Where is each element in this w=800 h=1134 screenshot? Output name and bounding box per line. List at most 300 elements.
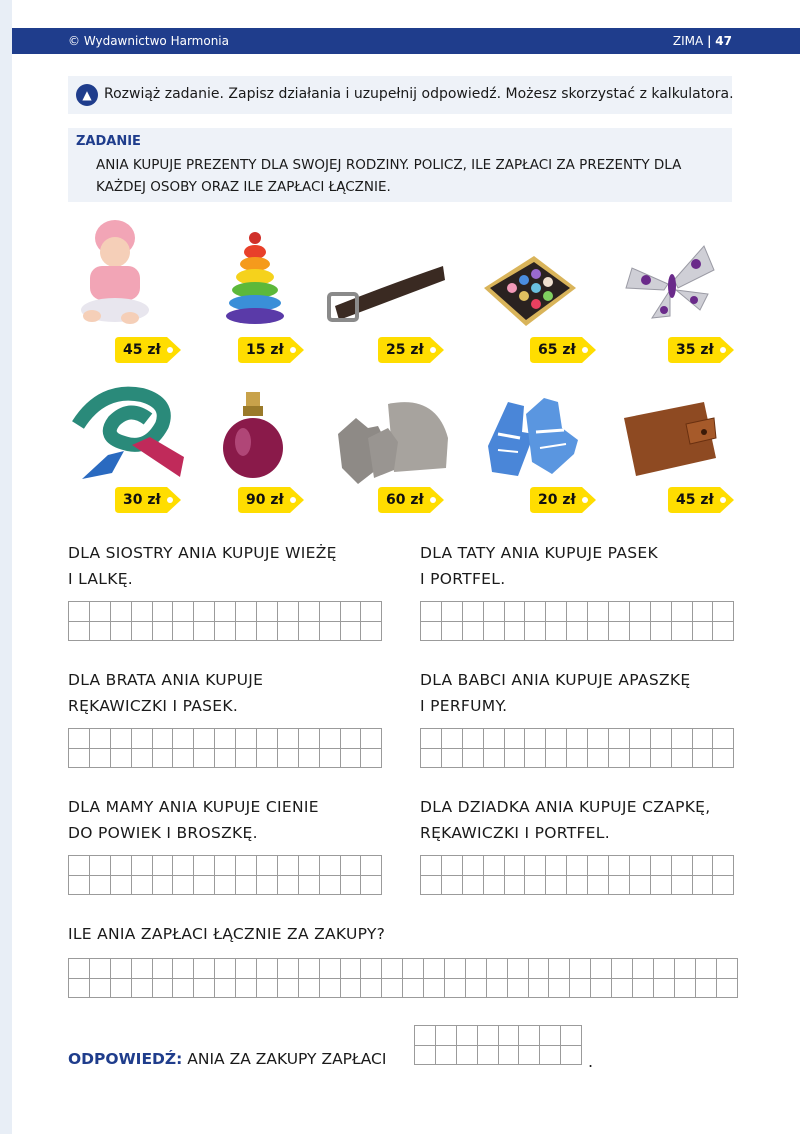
grid-cell[interactable]: [278, 959, 299, 979]
grid-cell[interactable]: [445, 959, 466, 979]
belt-icon: [325, 258, 450, 328]
grid-cell[interactable]: [415, 1046, 436, 1066]
grid-cell[interactable]: [457, 1026, 478, 1046]
calc-grid-mom[interactable]: [68, 855, 382, 895]
grid-cell[interactable]: [484, 602, 505, 622]
grid-cell[interactable]: [630, 729, 651, 749]
grid-cell[interactable]: [153, 622, 174, 642]
question-line: DLA BABCI ANIA KUPUJE APASZKĘ: [420, 671, 691, 689]
grid-cell[interactable]: [153, 749, 174, 769]
grid-cell[interactable]: [609, 602, 630, 622]
grid-cell[interactable]: [672, 856, 693, 876]
grid-cell[interactable]: [519, 1046, 540, 1066]
grid-cell[interactable]: [132, 979, 153, 999]
grid-cell[interactable]: [651, 856, 672, 876]
grid-cell[interactable]: [570, 959, 591, 979]
grid-cell[interactable]: [466, 979, 487, 999]
grid-cell[interactable]: [173, 959, 194, 979]
grid-cell[interactable]: [672, 602, 693, 622]
grid-cell[interactable]: [630, 749, 651, 769]
question-grandma: [420, 667, 690, 719]
grid-cell[interactable]: [693, 622, 714, 642]
grid-cell[interactable]: [194, 602, 215, 622]
grid-cell[interactable]: [90, 602, 111, 622]
grid-cell[interactable]: [278, 602, 299, 622]
grid-cell[interactable]: [421, 622, 442, 642]
grid-cell[interactable]: [361, 602, 382, 622]
grid-cell[interactable]: [693, 749, 714, 769]
grid-cell[interactable]: [173, 979, 194, 999]
grid-cell[interactable]: [672, 749, 693, 769]
grid-cell[interactable]: [505, 749, 526, 769]
grid-cell[interactable]: [463, 856, 484, 876]
grid-cell[interactable]: [90, 959, 111, 979]
grid-cell[interactable]: [90, 622, 111, 642]
grid-cell[interactable]: [478, 1026, 499, 1046]
grid-cell[interactable]: [484, 622, 505, 642]
grid-cell[interactable]: [341, 959, 362, 979]
grid-cell[interactable]: [299, 959, 320, 979]
grid-cell[interactable]: [463, 876, 484, 896]
grid-cell[interactable]: [424, 959, 445, 979]
grid-cell[interactable]: [215, 749, 236, 769]
grid-cell[interactable]: [299, 979, 320, 999]
grid-cell[interactable]: [382, 979, 403, 999]
grid-cell[interactable]: [442, 749, 463, 769]
grid-cell[interactable]: [320, 959, 341, 979]
grid-cell[interactable]: [588, 602, 609, 622]
grid-cell[interactable]: [696, 979, 717, 999]
grid-cell[interactable]: [69, 856, 90, 876]
grid-cell[interactable]: [546, 602, 567, 622]
grid-cell[interactable]: [278, 729, 299, 749]
grid-cell[interactable]: [478, 1046, 499, 1066]
calc-grid-grandma[interactable]: [420, 728, 734, 768]
task-label: ZADANIE: [76, 134, 141, 149]
item-wallet: [620, 398, 740, 498]
grid-cell[interactable]: [257, 959, 278, 979]
grid-cell[interactable]: [341, 876, 362, 896]
price-tag: [378, 337, 444, 363]
grid-cell[interactable]: [588, 729, 609, 749]
item-gloves: [478, 392, 598, 492]
price-label: 60 zł: [386, 492, 424, 508]
grid-cell[interactable]: [278, 979, 299, 999]
grid-cell[interactable]: [278, 749, 299, 769]
grid-cell[interactable]: [320, 729, 341, 749]
grid-cell[interactable]: [299, 622, 320, 642]
grid-cell[interactable]: [153, 979, 174, 999]
grid-cell[interactable]: [132, 876, 153, 896]
grid-cell[interactable]: [505, 602, 526, 622]
grid-cell[interactable]: [299, 856, 320, 876]
grid-cell[interactable]: [696, 959, 717, 979]
grid-cell[interactable]: [132, 856, 153, 876]
grid-cell[interactable]: [361, 749, 382, 769]
grid-cell[interactable]: [609, 749, 630, 769]
price-label: 45 zł: [123, 342, 161, 358]
grid-cell[interactable]: [257, 979, 278, 999]
grid-cell[interactable]: [236, 729, 257, 749]
grid-cell[interactable]: [132, 602, 153, 622]
grid-cell[interactable]: [194, 622, 215, 642]
grid-cell[interactable]: [132, 749, 153, 769]
grid-cell[interactable]: [457, 1046, 478, 1066]
grid-cell[interactable]: [341, 602, 362, 622]
question-grandpa: [420, 794, 711, 846]
grid-cell[interactable]: [421, 602, 442, 622]
grid-cell[interactable]: [257, 622, 278, 642]
grid-cell[interactable]: [525, 749, 546, 769]
grid-cell[interactable]: [505, 622, 526, 642]
grid-cell[interactable]: [132, 729, 153, 749]
question-brother: [68, 667, 263, 719]
grid-cell[interactable]: [561, 1026, 582, 1046]
calc-grid-total[interactable]: [68, 958, 738, 998]
grid-cell[interactable]: [693, 856, 714, 876]
grid-cell[interactable]: [561, 1046, 582, 1066]
grid-cell[interactable]: [215, 876, 236, 896]
question-line: DLA BRATA ANIA KUPUJE: [68, 671, 264, 689]
grid-cell[interactable]: [415, 1026, 436, 1046]
grid-cell[interactable]: [215, 856, 236, 876]
grid-cell[interactable]: [90, 876, 111, 896]
grid-cell[interactable]: [69, 749, 90, 769]
grid-cell[interactable]: [132, 622, 153, 642]
answer-grid[interactable]: [414, 1025, 582, 1065]
grid-cell[interactable]: [505, 856, 526, 876]
question-line: DLA TATY ANIA KUPUJE PASEK: [420, 544, 658, 562]
grid-cell[interactable]: [236, 622, 257, 642]
grid-cell[interactable]: [111, 856, 132, 876]
grid-cell[interactable]: [382, 959, 403, 979]
grid-cell[interactable]: [713, 622, 734, 642]
grid-cell[interactable]: [421, 876, 442, 896]
grid-cell[interactable]: [257, 876, 278, 896]
grid-cell[interactable]: [499, 1026, 520, 1046]
grid-cell[interactable]: [713, 856, 734, 876]
grid-cell[interactable]: [194, 856, 215, 876]
price-label: 30 zł: [123, 492, 161, 508]
answer-text: ANIA ZA ZAKUPY ZAPŁACI: [187, 1050, 387, 1068]
grid-cell[interactable]: [508, 979, 529, 999]
scarf-icon: [72, 385, 187, 480]
grid-cell[interactable]: [257, 602, 278, 622]
grid-cell[interactable]: [278, 622, 299, 642]
grid-cell[interactable]: [299, 729, 320, 749]
grid-cell[interactable]: [633, 979, 654, 999]
grid-cell[interactable]: [403, 979, 424, 999]
grid-cell[interactable]: [173, 749, 194, 769]
grid-cell[interactable]: [215, 959, 236, 979]
task-text: ANIA KUPUJE PREZENTY DLA SWOJEJ RODZINY. POLICZ, ILE ZAPŁACI ZA PREZENTY DLA KAŻDEJ OSOBY ORAZ ILE ZAPŁACI ŁĄCZNIE.: [96, 157, 682, 195]
grid-cell[interactable]: [463, 749, 484, 769]
grid-cell[interactable]: [173, 876, 194, 896]
grid-cell[interactable]: [257, 856, 278, 876]
grid-cell[interactable]: [69, 979, 90, 999]
grid-cell[interactable]: [717, 979, 738, 999]
grid-cell[interactable]: [320, 622, 341, 642]
grid-cell[interactable]: [341, 856, 362, 876]
grid-cell[interactable]: [442, 622, 463, 642]
grid-cell[interactable]: [442, 876, 463, 896]
grid-cell[interactable]: [153, 876, 174, 896]
grid-cell[interactable]: [567, 749, 588, 769]
grid-cell[interactable]: [529, 979, 550, 999]
grid-cell[interactable]: [651, 622, 672, 642]
grid-cell[interactable]: [630, 876, 651, 896]
grid-cell[interactable]: [505, 876, 526, 896]
grid-cell[interactable]: [525, 876, 546, 896]
tree-icon: ▲: [76, 84, 98, 106]
grid-cell[interactable]: [675, 959, 696, 979]
grid-cell[interactable]: [320, 876, 341, 896]
grid-cell[interactable]: [484, 749, 505, 769]
grid-cell[interactable]: [320, 602, 341, 622]
grid-cell[interactable]: [612, 959, 633, 979]
grid-cell[interactable]: [173, 602, 194, 622]
question-line: DO POWIEK I BROSZKĘ.: [68, 824, 258, 842]
grid-cell[interactable]: [194, 979, 215, 999]
grid-cell[interactable]: [69, 622, 90, 642]
grid-cell[interactable]: [215, 979, 236, 999]
grid-cell[interactable]: [484, 729, 505, 749]
grid-cell[interactable]: [654, 959, 675, 979]
grid-cell[interactable]: [612, 979, 633, 999]
grid-cell[interactable]: [436, 1026, 457, 1046]
grid-cell[interactable]: [588, 876, 609, 896]
grid-cell[interactable]: [713, 729, 734, 749]
grid-cell[interactable]: [505, 729, 526, 749]
grid-cell[interactable]: [194, 876, 215, 896]
grid-cell[interactable]: [651, 876, 672, 896]
grid-cell[interactable]: [630, 602, 651, 622]
grid-cell[interactable]: [361, 729, 382, 749]
grid-cell[interactable]: [173, 622, 194, 642]
grid-cell[interactable]: [567, 876, 588, 896]
page-number: 47: [715, 34, 732, 48]
grid-cell[interactable]: [421, 856, 442, 876]
grid-cell[interactable]: [436, 1046, 457, 1066]
grid-cell[interactable]: [236, 979, 257, 999]
grid-cell[interactable]: [567, 602, 588, 622]
grid-cell[interactable]: [713, 749, 734, 769]
grid-cell[interactable]: [463, 729, 484, 749]
grid-cell[interactable]: [508, 959, 529, 979]
grid-cell[interactable]: [672, 729, 693, 749]
grid-cell[interactable]: [570, 979, 591, 999]
grid-cell[interactable]: [361, 959, 382, 979]
grid-cell[interactable]: [588, 622, 609, 642]
question-line: DLA DZIADKA ANIA KUPUJE CZAPKĘ,: [420, 798, 711, 816]
grid-cell[interactable]: [299, 876, 320, 896]
question-mom: [68, 794, 319, 846]
grid-cell[interactable]: [591, 959, 612, 979]
grid-cell[interactable]: [153, 729, 174, 749]
grid-cell[interactable]: [445, 979, 466, 999]
grid-cell[interactable]: [111, 749, 132, 769]
grid-cell[interactable]: [546, 749, 567, 769]
grid-cell[interactable]: [111, 959, 132, 979]
section-name: ZIMA: [672, 34, 704, 48]
grid-cell[interactable]: [609, 622, 630, 642]
grid-cell[interactable]: [421, 749, 442, 769]
grid-cell[interactable]: [69, 959, 90, 979]
grid-cell[interactable]: [540, 1026, 561, 1046]
grid-cell[interactable]: [173, 856, 194, 876]
grid-cell[interactable]: [90, 729, 111, 749]
grid-cell[interactable]: [132, 959, 153, 979]
grid-cell[interactable]: [153, 856, 174, 876]
grid-cell[interactable]: [713, 876, 734, 896]
grid-cell[interactable]: [215, 602, 236, 622]
grid-cell[interactable]: [693, 602, 714, 622]
grid-cell[interactable]: [299, 749, 320, 769]
grid-cell[interactable]: [546, 729, 567, 749]
grid-cell[interactable]: [403, 959, 424, 979]
grid-cell[interactable]: [215, 729, 236, 749]
grid-cell[interactable]: [588, 749, 609, 769]
question-sister: [68, 540, 337, 592]
grid-cell[interactable]: [463, 602, 484, 622]
grid-cell[interactable]: [546, 856, 567, 876]
grid-cell[interactable]: [540, 1046, 561, 1066]
grid-cell[interactable]: [215, 622, 236, 642]
grid-cell[interactable]: [361, 622, 382, 642]
perfume-icon: [218, 390, 288, 480]
grid-cell[interactable]: [651, 749, 672, 769]
grid-cell[interactable]: [442, 602, 463, 622]
grid-cell[interactable]: [90, 979, 111, 999]
grid-cell[interactable]: [90, 856, 111, 876]
grid-cell[interactable]: [630, 622, 651, 642]
calc-grid-brother[interactable]: [68, 728, 382, 768]
grid-cell[interactable]: [194, 749, 215, 769]
grid-cell[interactable]: [236, 749, 257, 769]
grid-cell[interactable]: [442, 856, 463, 876]
grid-cell[interactable]: [567, 856, 588, 876]
calc-grid-sister[interactable]: [68, 601, 382, 641]
grid-cell[interactable]: [421, 729, 442, 749]
grid-cell[interactable]: [299, 602, 320, 622]
grid-cell[interactable]: [173, 729, 194, 749]
grid-cell[interactable]: [567, 729, 588, 749]
grid-cell[interactable]: [111, 622, 132, 642]
grid-cell[interactable]: [320, 749, 341, 769]
grid-cell[interactable]: [361, 876, 382, 896]
grid-cell[interactable]: [609, 856, 630, 876]
grid-cell[interactable]: [442, 729, 463, 749]
grid-cell[interactable]: [713, 602, 734, 622]
grid-cell[interactable]: [609, 729, 630, 749]
grid-cell[interactable]: [236, 876, 257, 896]
grid-cell[interactable]: [672, 876, 693, 896]
grid-cell[interactable]: [236, 602, 257, 622]
grid-cell[interactable]: [549, 959, 570, 979]
grid-cell[interactable]: [693, 729, 714, 749]
question-line: DLA MAMY ANIA KUPUJE CIENIE: [68, 798, 319, 816]
grid-cell[interactable]: [236, 856, 257, 876]
grid-cell[interactable]: [519, 1026, 540, 1046]
item-eyeshadow-palette: [478, 238, 598, 338]
grid-cell[interactable]: [463, 622, 484, 642]
grid-cell[interactable]: [546, 622, 567, 642]
grid-cell[interactable]: [651, 602, 672, 622]
grid-cell[interactable]: [341, 729, 362, 749]
grid-cell[interactable]: [257, 729, 278, 749]
grid-cell[interactable]: [654, 979, 675, 999]
grid-cell[interactable]: [153, 959, 174, 979]
grid-cell[interactable]: [111, 729, 132, 749]
grid-cell[interactable]: [69, 876, 90, 896]
grid-cell[interactable]: [341, 979, 362, 999]
grid-cell[interactable]: [466, 959, 487, 979]
grid-cell[interactable]: [257, 749, 278, 769]
grid-cell[interactable]: [591, 979, 612, 999]
grid-cell[interactable]: [675, 979, 696, 999]
grid-cell[interactable]: [361, 979, 382, 999]
grid-cell[interactable]: [609, 876, 630, 896]
grid-cell[interactable]: [487, 979, 508, 999]
grid-cell[interactable]: [69, 602, 90, 622]
grid-cell[interactable]: [320, 979, 341, 999]
section-page: ZIMA | 47: [672, 34, 732, 48]
grid-cell[interactable]: [525, 622, 546, 642]
grid-cell[interactable]: [525, 729, 546, 749]
grid-cell[interactable]: [361, 856, 382, 876]
grid-cell[interactable]: [546, 876, 567, 896]
grid-cell[interactable]: [672, 622, 693, 642]
grid-cell[interactable]: [69, 729, 90, 749]
grid-cell[interactable]: [567, 622, 588, 642]
grid-cell[interactable]: [529, 959, 550, 979]
grid-cell[interactable]: [717, 959, 738, 979]
grid-cell[interactable]: [278, 856, 299, 876]
grid-cell[interactable]: [194, 729, 215, 749]
grid-cell[interactable]: [588, 856, 609, 876]
grid-cell[interactable]: [549, 979, 570, 999]
grid-cell[interactable]: [153, 602, 174, 622]
grid-cell[interactable]: [341, 749, 362, 769]
calc-grid-dad[interactable]: [420, 601, 734, 641]
price-tag: [238, 487, 304, 513]
grid-cell[interactable]: [633, 959, 654, 979]
grid-cell[interactable]: [630, 856, 651, 876]
grid-cell[interactable]: [499, 1046, 520, 1066]
calc-grid-grandpa[interactable]: [420, 855, 734, 895]
grid-cell[interactable]: [424, 979, 445, 999]
question-line: I LALKĘ.: [68, 570, 134, 588]
grid-cell[interactable]: [487, 959, 508, 979]
grid-cell[interactable]: [278, 876, 299, 896]
grid-cell[interactable]: [111, 602, 132, 622]
butterfly-brooch-icon: [620, 240, 720, 325]
grid-cell[interactable]: [693, 876, 714, 896]
grid-cell[interactable]: [341, 622, 362, 642]
grid-cell[interactable]: [525, 856, 546, 876]
price-tag: [378, 487, 444, 513]
grid-cell[interactable]: [320, 856, 341, 876]
grid-cell[interactable]: [236, 959, 257, 979]
grid-cell[interactable]: [90, 749, 111, 769]
grid-cell[interactable]: [111, 876, 132, 896]
grid-cell[interactable]: [194, 959, 215, 979]
grid-cell[interactable]: [484, 856, 505, 876]
grid-cell[interactable]: [525, 602, 546, 622]
grid-cell[interactable]: [484, 876, 505, 896]
grid-cell[interactable]: [651, 729, 672, 749]
grid-cell[interactable]: [111, 979, 132, 999]
